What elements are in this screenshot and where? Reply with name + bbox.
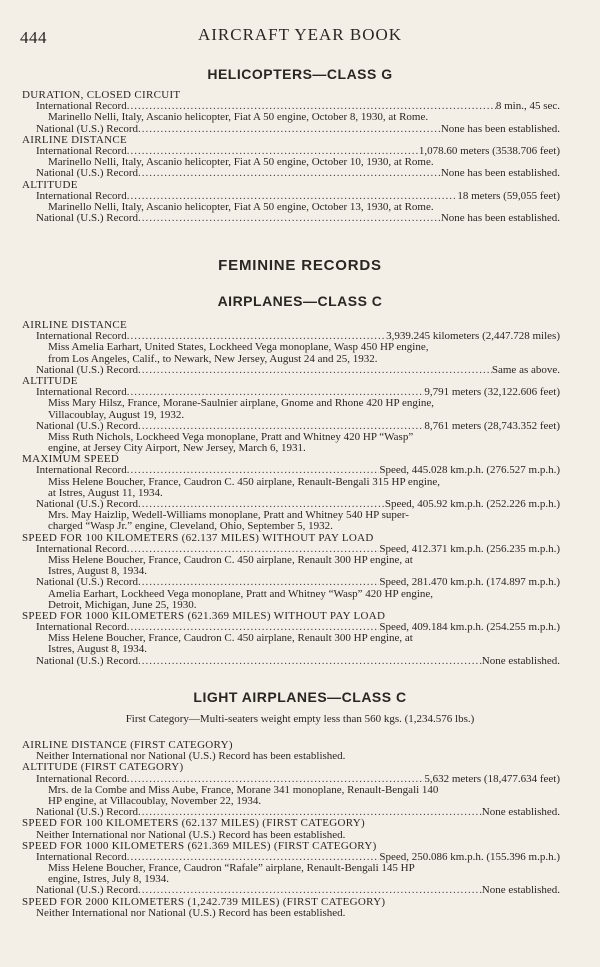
record-description: at Istres, August 11, 1934. <box>48 487 163 499</box>
dot-leader <box>138 656 482 667</box>
dot-leader <box>138 807 482 818</box>
record-description: Mrs. de la Combe and Miss Aube, France, Morane 341 monoplane, Renault-Bengali 140 <box>48 784 439 796</box>
record-description: charged “Wasp Jr.” engine, Cleveland, Ohio, September 5, 1932. <box>48 521 333 533</box>
record-value: Speed, 281.470 km.p.h. (174.897 m.p.h.) <box>379 577 560 589</box>
record-label: National (U.S.) Record <box>36 577 139 589</box>
record-label: National (U.S.) Record <box>36 123 139 135</box>
record-label: International Record <box>36 465 127 477</box>
dot-leader <box>127 544 380 555</box>
dot-leader <box>127 101 496 112</box>
category-heading: DURATION, CLOSED CIRCUIT <box>22 90 181 101</box>
record-label: National (U.S.) Record <box>36 807 139 819</box>
record-description: Marinello Nelli, Italy, Ascanio helicopter, Fiat A 50 engine, October 13, 1930, at Rome. <box>48 201 434 213</box>
record-line <box>18 577 560 588</box>
light-airplanes-heading: LIGHT AIRPLANES—CLASS C <box>193 689 407 705</box>
record-value: Speed, 250.086 km.p.h. (155.396 m.p.h.) <box>379 851 560 863</box>
category-heading: ALTITUDE <box>22 375 78 387</box>
record-description: Miss Helene Boucher, France, Caudron C. 450 airplane, Renault 300 HP engine, at <box>48 554 413 566</box>
record-label: National (U.S.) Record <box>36 168 139 180</box>
record-label: International Record <box>36 190 127 202</box>
record-value: None established. <box>481 655 560 667</box>
record-description: engine, Istres, July 8, 1934. <box>48 874 169 886</box>
record-label: National (U.S.) Record <box>36 655 139 667</box>
record-line <box>18 191 560 202</box>
record-line <box>18 331 560 342</box>
category-heading: SPEED FOR 100 KILOMETERS (62.137 MILES) (FIRST CATEGORY) <box>22 818 365 830</box>
record-line <box>18 421 560 432</box>
record-note: Neither International nor National (U.S.) Record has been established. <box>36 751 346 763</box>
record-description: Marinello Nelli, Italy, Ascanio helicopter, Fiat A 50 engine, October 10, 1930, at Rome. <box>48 157 434 169</box>
record-description: Miss Mary Hilsz, France, Morane-Saulnier airplane, Gnome and Rhone 420 HP engine, <box>48 398 435 410</box>
dot-leader <box>138 421 424 432</box>
running-header: AIRCRAFT YEAR BOOK <box>197 25 403 44</box>
record-line <box>18 774 560 785</box>
dot-leader <box>127 465 380 476</box>
record-value: 8,761 meters (28,743.352 feet) <box>424 420 560 432</box>
record-value: None established. <box>481 885 560 897</box>
record-value: 1,078.60 meters (3538.706 feet) <box>418 145 560 157</box>
record-value: 3,939.245 kilometers (2,447.728 miles) <box>386 331 560 343</box>
light-airplane-records <box>18 740 560 919</box>
dot-leader <box>127 774 425 785</box>
record-description: Miss Helene Boucher, France, Caudron “Rafale” airplane, Renault-Bengali 145 HP <box>48 863 415 875</box>
record-value: 8 min., 45 sec. <box>495 101 560 113</box>
category-heading: AIRLINE DISTANCE <box>22 134 128 146</box>
record-line <box>18 499 560 510</box>
category-heading: AIRLINE DISTANCE (FIRST CATEGORY) <box>22 740 233 751</box>
record-value: Speed, 409.184 km.p.h. (254.255 m.p.h.) <box>379 622 560 634</box>
record-line <box>18 124 560 135</box>
dot-leader <box>127 622 380 633</box>
record-label: International Record <box>36 543 127 555</box>
dot-leader <box>138 365 492 376</box>
airplanes-class-c-heading: AIRPLANES—CLASS C <box>217 293 383 309</box>
dot-leader <box>127 146 419 157</box>
dot-leader <box>138 124 441 135</box>
category-heading: MAXIMUM SPEED <box>22 454 120 466</box>
record-label: International Record <box>36 387 127 399</box>
record-note: Neither International nor National (U.S.) Record has been established. <box>36 829 346 841</box>
record-line <box>18 387 560 398</box>
dot-leader <box>138 499 385 510</box>
record-description: Miss Amelia Earhart, United States, Lockheed Vega monoplane, Wasp 450 HP engine, <box>48 342 429 354</box>
record-description: Istres, August 8, 1934. <box>48 644 147 656</box>
category-heading: SPEED FOR 2000 KILOMETERS (1,242.739 MILES) (FIRST CATEGORY) <box>22 896 386 908</box>
record-line <box>18 852 560 863</box>
record-label: International Record <box>36 101 127 113</box>
record-value: Speed, 405.92 km.p.h. (252.226 m.p.h.) <box>384 499 560 510</box>
record-label: National (U.S.) Record <box>36 499 139 510</box>
record-line <box>18 885 560 896</box>
record-description: Detroit, Michigan, June 25, 1930. <box>48 599 197 611</box>
category-heading: ALTITUDE (FIRST CATEGORY) <box>22 762 184 774</box>
dot-leader <box>138 213 441 224</box>
dot-leader <box>127 191 458 202</box>
record-line <box>18 101 560 112</box>
record-value: None has been established. <box>440 168 560 180</box>
feminine-records-heading: FEMININE RECORDS <box>218 257 382 274</box>
record-description: Villacoublay, August 19, 1932. <box>48 409 185 421</box>
record-note: Neither International nor National (U.S.) Record has been established. <box>36 907 346 919</box>
record-label: International Record <box>36 145 127 157</box>
feminine-airplane-records <box>18 320 560 667</box>
helicopters-heading: HELICOPTERS—CLASS G <box>207 66 393 82</box>
record-label: International Record <box>36 622 127 634</box>
record-line <box>18 544 560 555</box>
record-label: National (U.S.) Record <box>36 420 139 432</box>
first-category-note: First Category—Multi-seaters weight empty less than 560 kgs. (1,234.576 lbs.) <box>125 713 475 725</box>
category-heading: SPEED FOR 100 KILOMETERS (62.137 MILES) WITHOUT PAY LOAD <box>22 532 374 544</box>
record-line <box>18 365 560 376</box>
record-value: 5,632 meters (18,477.634 feet) <box>424 773 560 785</box>
category-heading: SPEED FOR 1000 KILOMETERS (621.369 MILES) WITHOUT PAY LOAD <box>22 610 386 622</box>
record-description: Miss Helene Boucher, France, Caudron C. 450 airplane, Renault-Bengali 315 HP engine, <box>48 476 441 488</box>
dot-leader <box>138 577 379 588</box>
record-value: Speed, 412.371 km.p.h. (256.235 m.p.h.) <box>379 543 560 555</box>
record-description: Istres, August 8, 1934. <box>48 566 147 578</box>
category-heading: ALTITUDE <box>22 179 78 191</box>
record-value: None established. <box>481 807 560 819</box>
record-line <box>18 146 560 157</box>
record-description: Mrs. May Haizlip, Wedell-Williams monoplane, Pratt and Whitney 540 HP super- <box>48 510 409 522</box>
record-line <box>18 656 560 667</box>
category-heading: SPEED FOR 1000 KILOMETERS (621.369 MILES) (FIRST CATEGORY) <box>22 840 377 852</box>
record-label: National (U.S.) Record <box>36 213 139 225</box>
record-description: from Los Angeles, Calif., to Newark, New Jersey, August 24 and 25, 1932. <box>48 353 378 365</box>
record-line <box>18 807 560 818</box>
record-value: None has been established. <box>440 213 560 225</box>
category-heading: AIRLINE DISTANCE <box>22 320 128 331</box>
record-description: Miss Helene Boucher, France, Caudron C. 450 airplane, Renault 300 HP engine, at <box>48 633 413 645</box>
record-line <box>18 213 560 224</box>
page-number: 444 <box>20 28 47 47</box>
helicopter-records <box>18 90 560 224</box>
dot-leader <box>127 331 386 342</box>
record-value: 18 meters (59,055 feet) <box>457 190 560 202</box>
record-value: 9,791 meters (32,122.606 feet) <box>424 387 560 399</box>
record-description: engine, at Jersey City Airport, New Jersey, March 6, 1931. <box>48 443 306 455</box>
record-value: Speed, 445.028 km.p.h. (276.527 m.p.h.) <box>379 465 560 477</box>
record-line <box>18 465 560 476</box>
record-label: National (U.S.) Record <box>36 885 139 897</box>
record-value: None has been established. <box>440 123 560 135</box>
record-description: Miss Ruth Nichols, Lockheed Vega monoplane, Pratt and Whitney 420 HP “Wasp” <box>48 431 414 443</box>
dot-leader <box>138 885 482 896</box>
record-label: International Record <box>36 851 127 863</box>
record-description: Marinello Nelli, Italy, Ascanio helicopter, Fiat A 50 engine, October 8, 1930, at Rome. <box>48 112 429 124</box>
dot-leader <box>127 852 380 863</box>
record-line <box>18 168 560 179</box>
record-label: International Record <box>36 331 127 343</box>
record-description: Amelia Earhart, Lockheed Vega monoplane, Pratt and Whitney “Wasp” 420 HP engine, <box>48 588 434 600</box>
record-label: International Record <box>36 773 127 785</box>
record-description: HP engine, at Villacoublay, November 22, 1934. <box>48 795 262 807</box>
record-value: Same as above. <box>491 364 560 376</box>
dot-leader <box>127 387 425 398</box>
record-line <box>18 622 560 633</box>
record-label: National (U.S.) Record <box>36 364 139 376</box>
dot-leader <box>138 168 441 179</box>
